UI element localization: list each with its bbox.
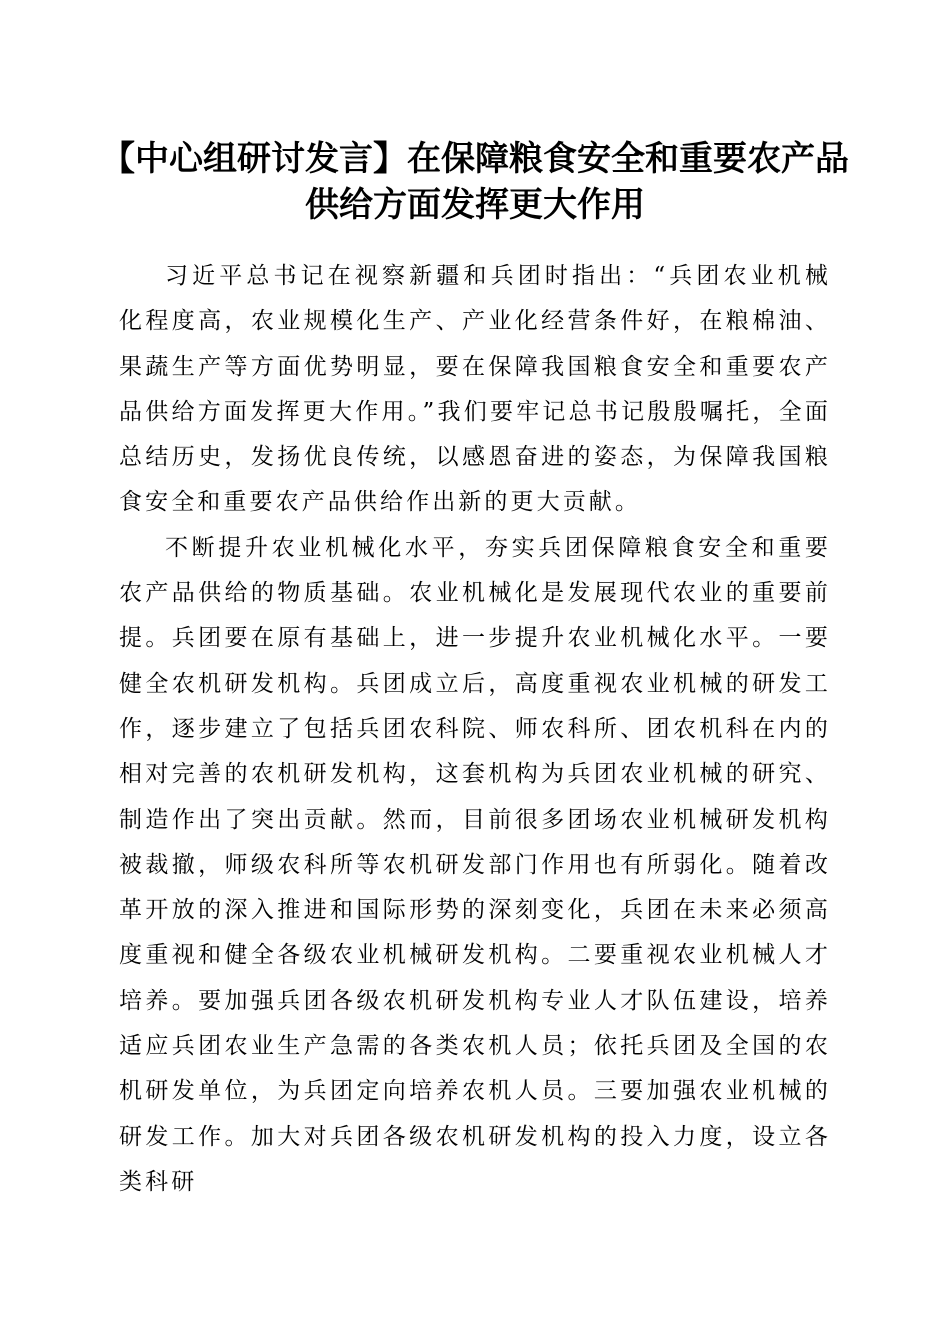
document-body — [119, 254, 831, 1205]
document-title: 【中心组研讨发言】在保障粮食安全和重要农产品供给方面发挥更大作用 — [101, 139, 849, 225]
paragraph-1: 习近平总书记在视察新疆和兵团时指出：“兵团农业机械化程度高，农业规模化生产、产业化经营条件好，在粮棉油、果蔬生产等方面优势明显，要在保障我国粮食安全和重要农产品供给方面发挥更大作用。”我们要牢记总书记殷殷嘱托，全面总结历史，发扬优良传统，以感恩奋进的姿态，为保障我国粮食安全和重要农产品供给作出新的更大贡献。 — [119, 263, 831, 516]
paragraph-2: 不断提升农业机械化水平，夯实兵团保障粮食安全和重要农产品供给的物质基础。农业机械化是发展现代农业的重要前提。兵团要在原有基础上，进一步提升农业机械化水平。一要健全农机研发机构。兵团成立后，高度重视农业机械的研发工作，逐步建立了包括兵团农科院、师农科所、团农机科在内的相对完善的农机研发机构，这套机构为兵团农业机械的研究、制造作出了突出贡献。然而，目前很多团场农业机械研发机构被裁撤，师级农科所等农机研发部门作用也有所弱化。随着改革开放的深入推进和国际形势的深刻变化，兵团在未来必须高度重视和健全各级农业机械研发机构。二要重视农业机械人才培养。要加强兵团各级农机研发机构专业人才队伍建设，培养适应兵团农业生产急需的各类农机人员；依托兵团及全国的农机研发单位，为兵团定向培养农机人员。三要加强农业机械的研发工作。加大对兵团各级农机研发机构的投入力度，设立各类科研 — [119, 534, 831, 1195]
